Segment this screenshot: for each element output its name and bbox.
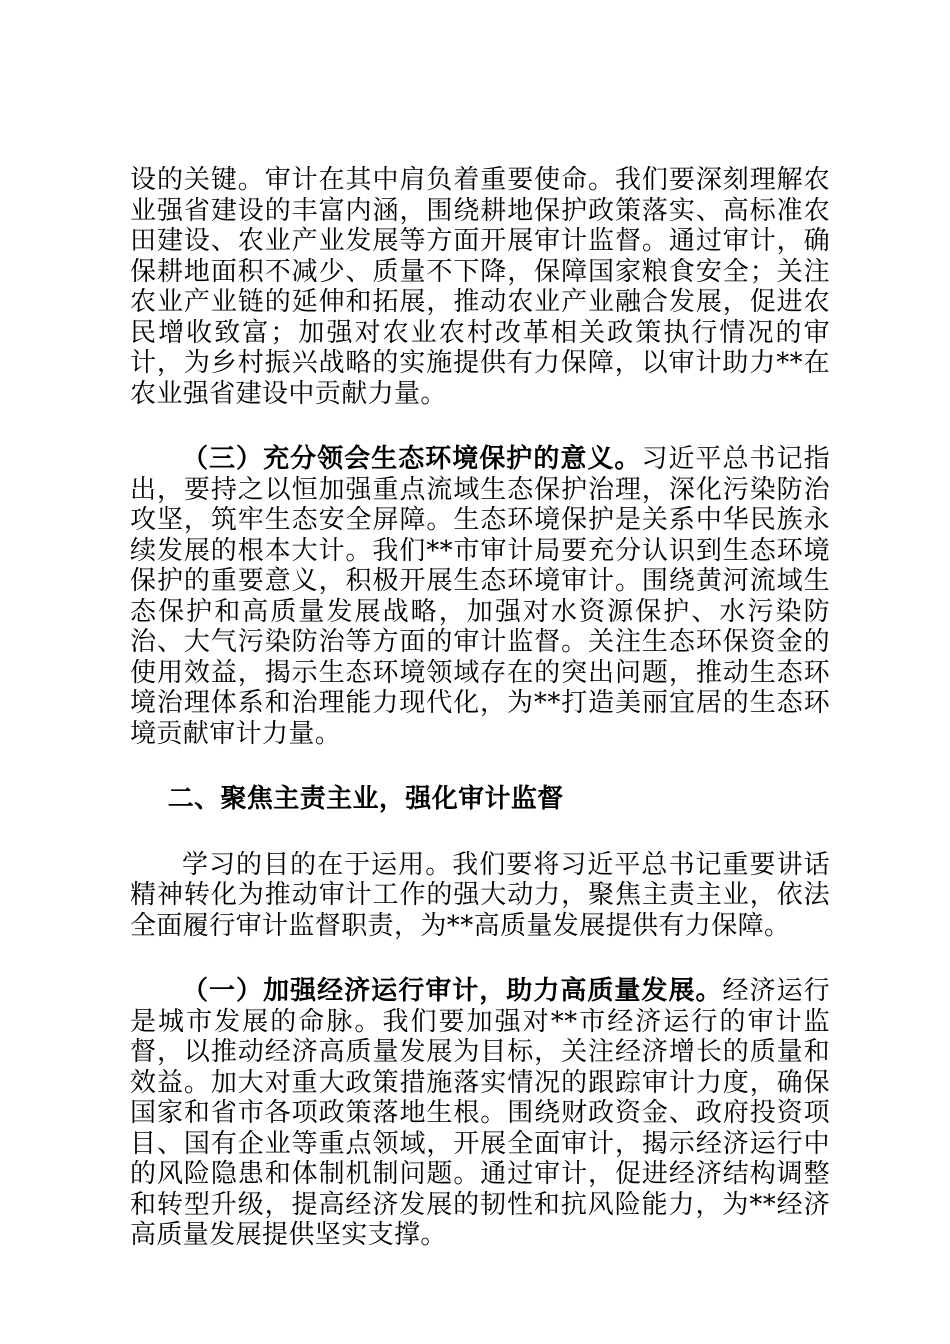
- paragraph-ecology: [130, 444, 830, 749]
- document-page: [130, 165, 830, 1286]
- section-heading-2: 二、聚焦主责主业，强化审计监督: [167, 784, 564, 814]
- paragraph-economy-audit: [130, 976, 830, 1251]
- paragraph-ecology-body: 习近平总书记指出，要持之以恒加强重点流域生态保护治理，深化污染防治攻坚，筑牢生态安全屏障。生态环境保护是关系中华民族永续发展的根本大计。我们**市审计局要充分认识到生态环境保护的重要意义，积极开展生态环境审计。围绕黄河流域生态保护和高质量发展战略，加强对水资源保护、水污染防治、大气污染防治等方面的审计监督。关注生态环保资金的使用效益，揭示生态环境领域存在的突出问题，推动生态环境治理体系和治理能力现代化，为**打造美丽宜居的生态环境贡献审计力量。: [130, 444, 830, 749]
- paragraph-economy-audit-lead: （一）加强经济运行审计，助力高质量发展。: [182, 976, 723, 1006]
- paragraph-section-2-intro: 学习的目的在于运用。我们要将习近平总书记重要讲话精神转化为推动审计工作的强大动力，聚焦主责主业，依法全面履行审计监督职责，为**高质量发展提供有力保障。: [130, 849, 830, 941]
- paragraph-economy-audit-body: 经济运行是城市发展的命脉。我们要加强对**市经济运行的审计监督，以推动经济高质量发展为目标，关注经济增长的质量和效益。加大对重大政策措施落实情况的跟踪审计力度，确保国家和省市各项政策落地生根。围绕财政资金、政府投资项目、国有企业等重点领域，开展全面审计，揭示经济运行中的风险隐患和体制机制问题。通过审计，促进经济结构调整和转型升级，提高经济发展的韧性和抗风险能力，为**经济高质量发展提供坚实支撑。: [130, 976, 830, 1250]
- paragraph-ecology-lead: （三）充分领会生态环境保护的意义。: [182, 444, 642, 474]
- paragraph-agriculture-continued: 设的关键。审计在其中肩负着重要使命。我们要深刻理解农业强省建设的丰富内涵，围绕耕地保护政策落实、高标准农田建设、农业产业发展等方面开展审计监督。通过审计，确保耕地面积不减少、质量不下降，保障国家粮食安全；关注农业产业链的延伸和拓展，推动农业产业融合发展，促进农民增收致富；加强对农业农村改革相关政策执行情况的审计，为乡村振兴战略的实施提供有力保障，以审计助力**在农业强省建设中贡献力量。: [130, 165, 830, 409]
